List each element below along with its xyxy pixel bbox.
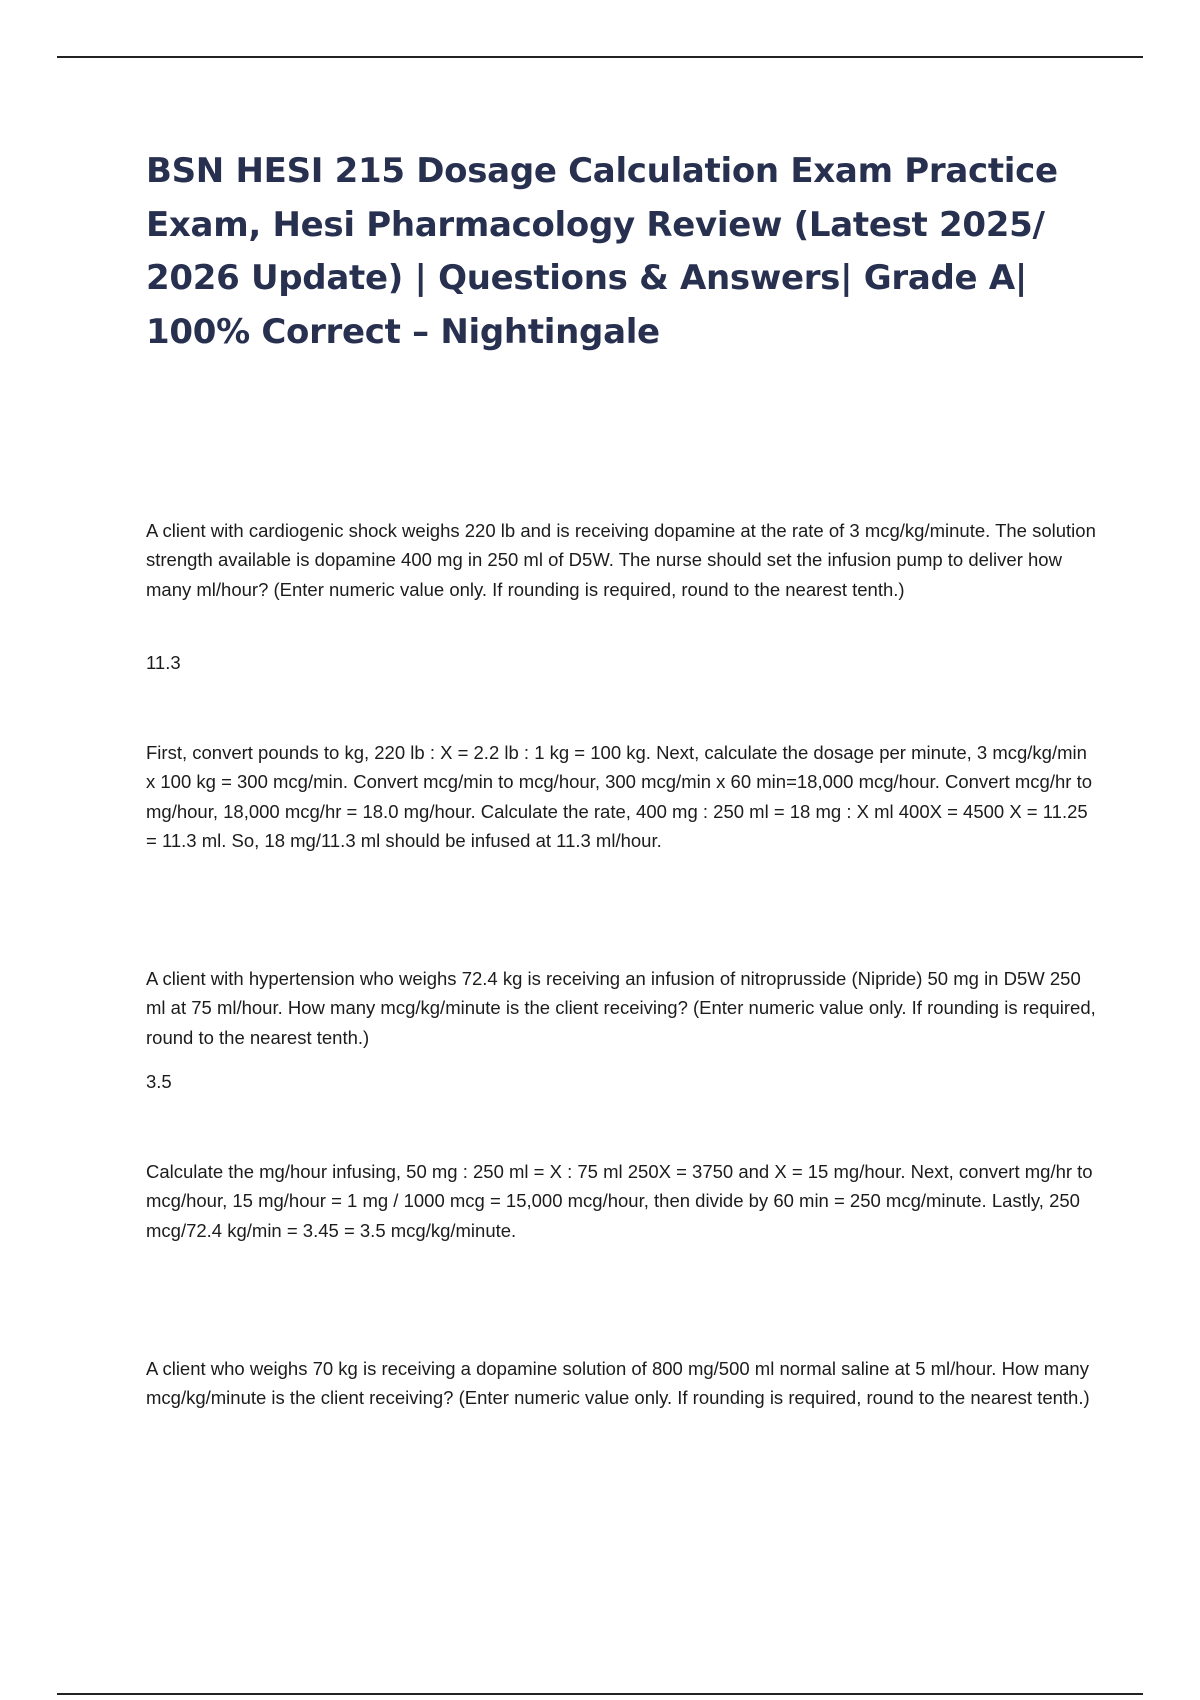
question-3: A client who weighs 70 kg is receiving a dopamine solution of 800 mg/500 ml normal saline at 5 ml/hour. How many mcg/kg/minute is the client receiving? (Enter numeric value only. If rounding is required, round to the nearest tenth.) <box>146 1358 1090 1409</box>
document-title: BSN HESI 215 Dosage Calculation Exam Practice Exam, Hesi Pharmacology Review (Latest 2025/ 2026 Update) | Questions & Answers| Grade A| 100% Correct – Nightingale <box>146 151 1058 352</box>
answer-1: 11.3 <box>146 652 181 673</box>
question-1: A client with cardiogenic shock weighs 220 lb and is receiving dopamine at the rate of 3 mcg/kg/minute. The solution strength available is dopamine 400 mg in 250 ml of D5W. The nurse should set the infusion pump to deliver how many ml/hour? (Enter numeric value only. If rounding is required, round to the nearest tenth.) <box>146 520 1096 600</box>
answer-2: 3.5 <box>146 1071 172 1092</box>
explanation-2: Calculate the mg/hour infusing, 50 mg : 250 ml = X : 75 ml 250X = 3750 and X = 15 mg/hour. Next, convert mg/hr to mcg/hour, 15 mg/hour = 1 mg / 1000 mcg = 15,000 mcg/hour, then divide by 60 min = 250 mcg/minute. Lastly, 250 mcg/72.4 kg/min = 3.45 = 3.5 mcg/kg/minute. <box>146 1161 1093 1241</box>
bottom-rule <box>57 1693 1143 1695</box>
explanation-1: First, convert pounds to kg, 220 lb : X = 2.2 lb : 1 kg = 100 kg. Next, calculate the dosage per minute, 3 mcg/kg/min x 100 kg = 300 mcg/min. Convert mcg/min to mcg/hour, 300 mcg/min x 60 min=18,000 mcg/hour. Convert mcg/hr to mg/hour, 18,000 mcg/hr = 18.0 mg/hour. Calculate the rate, 400 mg : 250 ml = 18 mg : X ml 400X = 4500 X = 11.25 = 11.3 ml. So, 18 mg/11.3 ml should be infused at 11.3 ml/hour. <box>146 742 1092 851</box>
question-2: A client with hypertension who weighs 72.4 kg is receiving an infusion of nitroprusside (Nipride) 50 mg in D5W 250 ml at 75 ml/hour. How many mcg/kg/minute is the client receiving? (Enter numeric value only. If rounding is required, round to the nearest tenth.) <box>146 968 1096 1048</box>
top-rule <box>57 56 1143 58</box>
